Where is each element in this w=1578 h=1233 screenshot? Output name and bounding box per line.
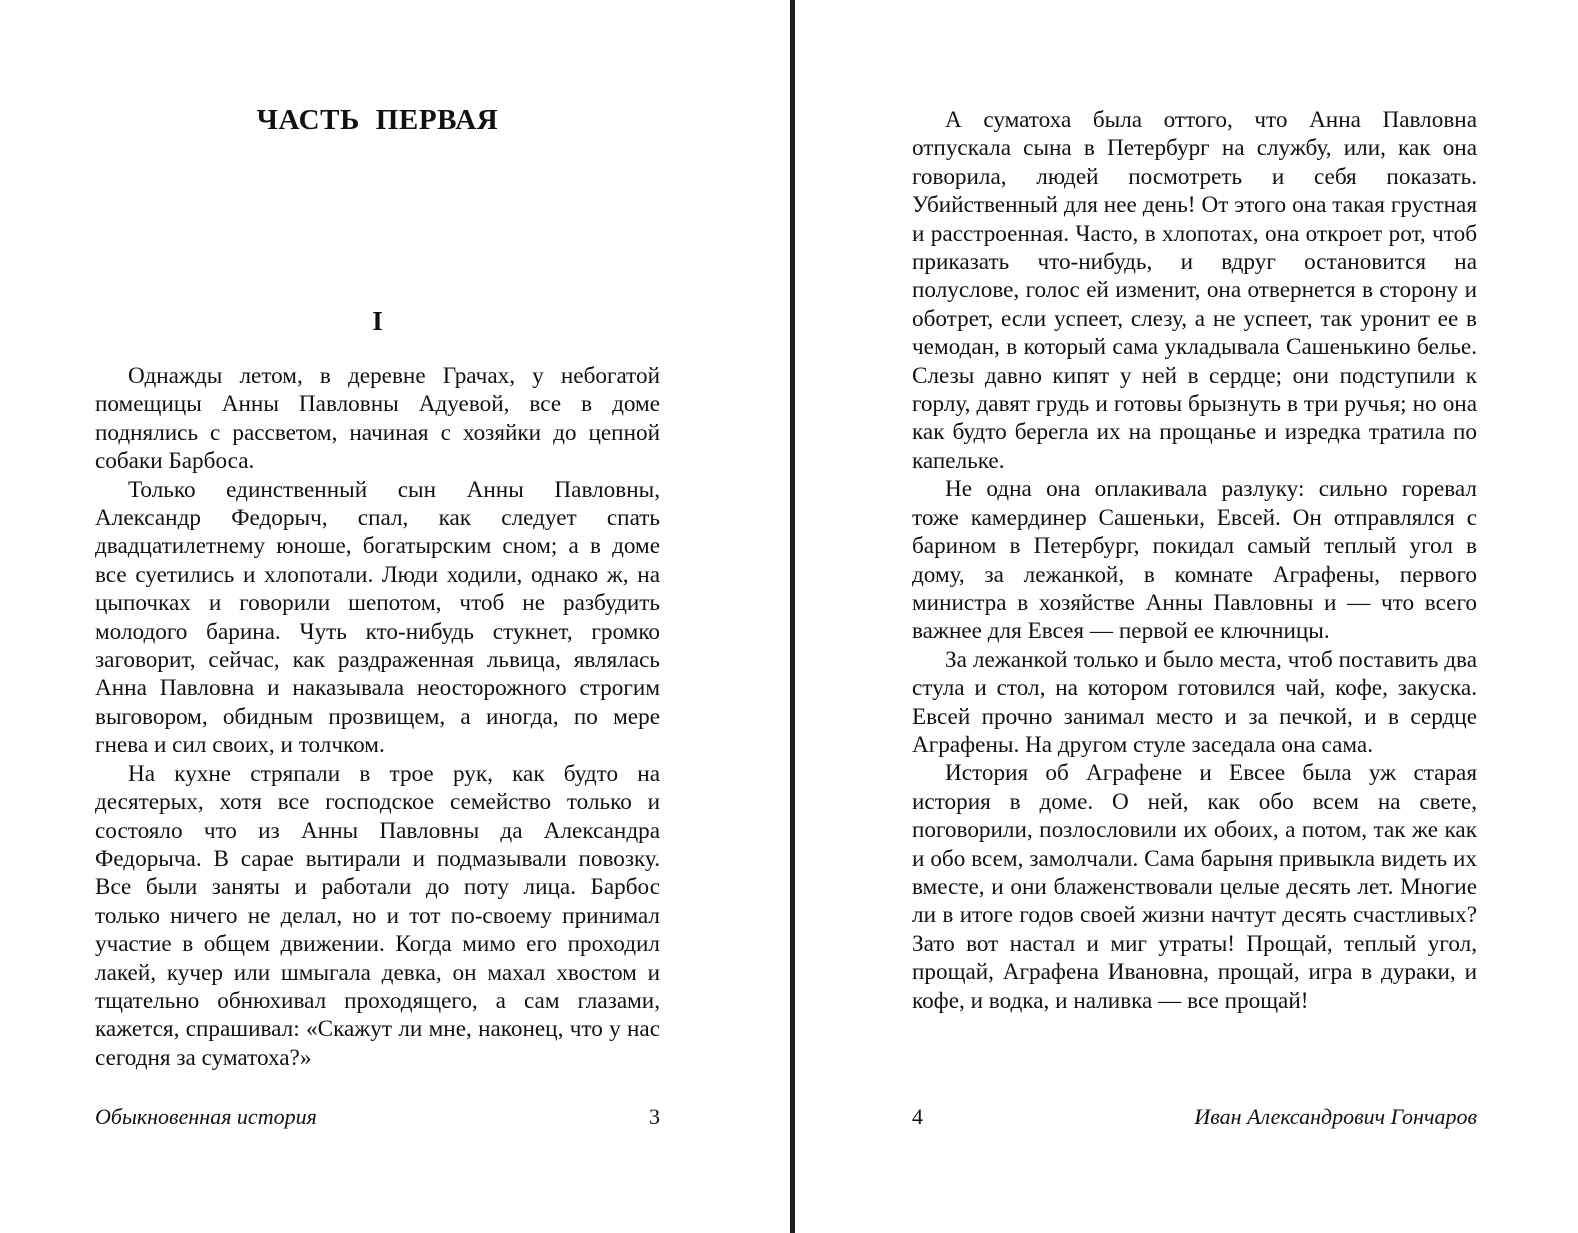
right-page bbox=[796, 0, 1578, 1233]
running-footer-book-title: Обыкновенная история bbox=[95, 1104, 317, 1129]
paragraph: Не одна она оплакивала разлуку: сильно горевал тоже камердинер Сашеньки, Евсей. Он отправлялся с барином в Петербург, покидал самый теплый угол в дому, за лежанкой, в комнате Аграфены, первого министра в хозяйстве Анны Павловны и — что всего важнее для Евсея — первой ее ключницы. bbox=[912, 476, 1477, 645]
paragraph: А суматоха была оттого, что Анна Павловна отпускала сына в Петербург на службу, или, как она говорила, людей посмотреть и себя показать. Убийственный для нее день! От этого она такая грустная и расстроенная. Часто, в хлопотах, она откроет рот, чтоб приказать что-нибудь, и вдруг остановится на полуслове, голос ей изменит, она отвернется в сторону и оботрет, если успеет, слезу, а не успеет, так уронит ее в чемодан, в который сама укладывала Сашенькино белье. Слезы давно кипят у ней в сердце; они подступили к горлу, давят грудь и готовы брызнуть в три ручья; но она как будто берегла их на прощанье и изредка тратила по капельке. bbox=[912, 107, 1477, 474]
part-title: ЧАСТЬ ПЕРВАЯ bbox=[256, 104, 499, 136]
chapter-number: I bbox=[372, 306, 383, 336]
right-page-text bbox=[912, 106, 1477, 1015]
book-spine bbox=[790, 0, 795, 1233]
running-footer-author: Иван Александрович Гончаров bbox=[1194, 1104, 1477, 1129]
left-page-text bbox=[95, 362, 660, 1072]
page-number: 4 bbox=[912, 1104, 923, 1129]
paragraph: История об Аграфене и Евсее была уж старая история в доме. О ней, как обо всем на свете, поговорили, позлословили их обоих, а потом, так же как и обо всем, замолчали. Сама барыня привыкла видеть их вместе, и они блаженствовали целые десять лет. Многие ли в итоге годов своей жизни начтут десять счастливых? Зато вот настал и миг утраты! Прощай, теплый угол, прощай, Аграфена Ивановна, прощай, игра в дураки, и кофе, и водка, и наливка — все прощай! bbox=[912, 760, 1477, 1014]
paragraph: Только единственный сын Анны Павловны, Александр Федорыч, спал, как следует спать двадцатилетнему юноше, богатырским сном; а в доме все суетились и хлопотали. Люди ходили, однако ж, на цыпочках и говорили шепотом, чтоб не разбудить молодого барина. Чуть кто-нибудь стукнет, громко заговорит, сейчас, как раздраженная львица, являлась Анна Павловна и наказывала неосторожного строгим выговором, обидным прозвищем, а иногда, по мере гнева и сил своих, и толчком. bbox=[95, 476, 660, 759]
paragraph: За лежанкой только и было места, чтоб поставить два стула и стол, на котором готовился чай, кофе, закуска. Евсей прочно занимал место и за печкой, и в сердце Аграфены. На другом стуле заседала она сама. bbox=[912, 646, 1477, 758]
paragraph: Однажды летом, в деревне Грачах, у небогатой помещицы Анны Павловны Адуевой, все в доме поднялись с рассветом, начиная с хозяйки до цепной собаки Барбоса. bbox=[95, 363, 660, 475]
page-number: 3 bbox=[649, 1104, 660, 1129]
paragraph: На кухне стряпали в трое рук, как будто на десятерых, хотя все господское семейство только и состояло что из Анны Павловны да Александра Федорыча. В сарае вытирали и подмазывали повозку. Все были заняты и работали до поту лица. Барбос только ничего не делал, но и тот по-своему принимал участие в общем движении. Когда мимо его проходил лакей, кучер или шмыгала девка, он махал хвостом и тщательно обнюхивал проходящего, а сам глазами, кажется, спрашивал: «Скажут ли мне, наконец, что у нас сегодня за суматоха?» bbox=[95, 760, 660, 1071]
